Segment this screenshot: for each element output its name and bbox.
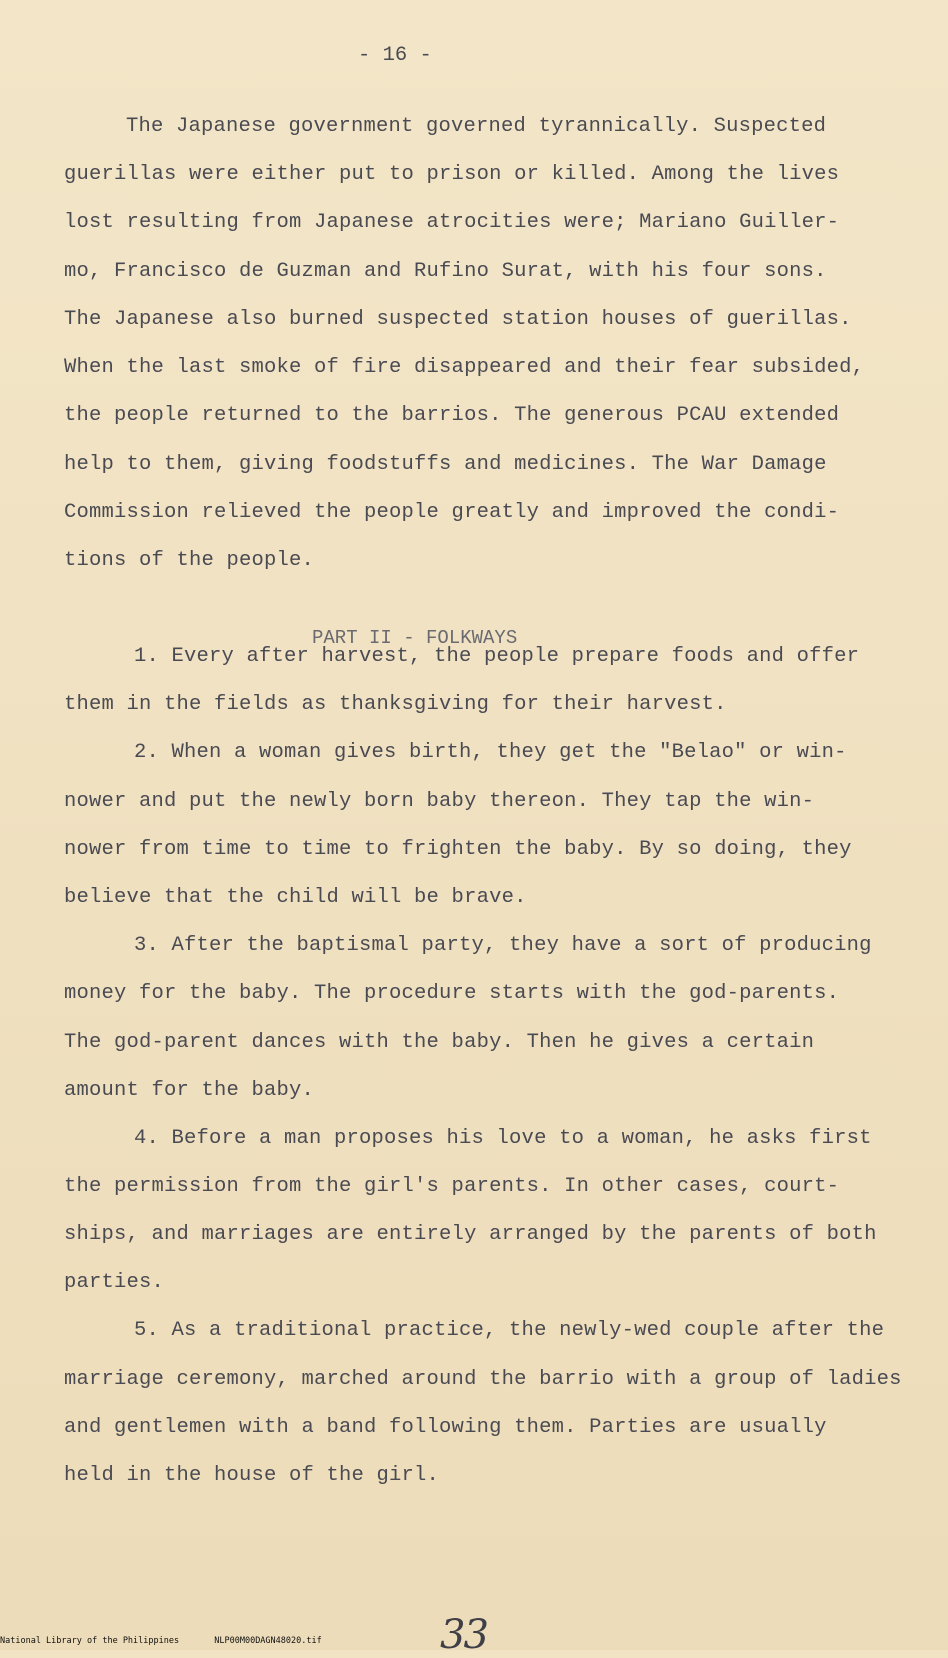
- text-line: help to them, giving foodstuffs and medicines. The War Damage: [64, 453, 827, 476]
- text-line: and gentlemen with a band following them. Parties are usually: [64, 1416, 827, 1439]
- handwritten-page-mark: 33: [440, 1612, 487, 1658]
- text-line: the permission from the girl's parents. In other cases, court-: [64, 1175, 840, 1198]
- text-line: The god-parent dances with the baby. Then he gives a certain: [64, 1031, 815, 1054]
- text-line: lost resulting from Japanese atrocities were; Mariano Guiller-: [64, 211, 840, 234]
- text-line: 5. As a traditional practice, the newly-wed couple after the: [134, 1319, 885, 1342]
- library-credit: National Library of the Philippines: [0, 1636, 180, 1646]
- text-line: 1. Every after harvest, the people prepare foods and offer: [134, 645, 860, 668]
- text-line: amount for the baby.: [64, 1079, 315, 1102]
- scan-footer: [0, 1636, 352, 1646]
- text-line: marriage ceremony, marched around the barrio with a group of ladies: [64, 1368, 902, 1391]
- text-line: 3. After the baptismal party, they have a sort of producing: [134, 934, 872, 957]
- text-line: parties.: [64, 1271, 165, 1294]
- text-line: nower from time to time to frighten the baby. By so doing, they: [64, 838, 852, 861]
- text-line: 2. When a woman gives birth, they get the "Belao" or win-: [134, 741, 847, 764]
- text-line: guerillas were either put to prison or killed. Among the lives: [64, 163, 840, 186]
- text-line: Commission relieved the people greatly and improved the condi-: [64, 501, 840, 524]
- page-number: - 16 -: [358, 44, 432, 67]
- text-line: them in the fields as thanksgiving for their harvest.: [64, 693, 727, 716]
- file-id: NLP00M00DAGN48020.tif: [214, 1636, 322, 1646]
- section-heading: PART II - FOLKWAYS: [312, 627, 518, 649]
- text-line: money for the baby. The procedure starts with the god-parents.: [64, 982, 840, 1005]
- text-line: tions of the people.: [64, 549, 315, 572]
- text-line: 4. Before a man proposes his love to a woman, he asks first: [134, 1127, 872, 1150]
- text-line: held in the house of the girl.: [64, 1464, 440, 1487]
- text-line: ships, and marriages are entirely arranged by the parents of both: [64, 1223, 877, 1246]
- text-line: nower and put the newly born baby thereon. They tap the win-: [64, 790, 815, 813]
- text-line: the people returned to the barrios. The generous PCAU extended: [64, 404, 840, 427]
- text-line: When the last smoke of fire disappeared and their fear subsided,: [64, 356, 865, 379]
- text-line: The Japanese government governed tyrannically. Suspected: [126, 115, 827, 138]
- text-line: believe that the child will be brave.: [64, 886, 527, 909]
- text-line: The Japanese also burned suspected station houses of guerillas.: [64, 308, 852, 331]
- text-line: mo, Francisco de Guzman and Rufino Surat, with his four sons.: [64, 260, 827, 283]
